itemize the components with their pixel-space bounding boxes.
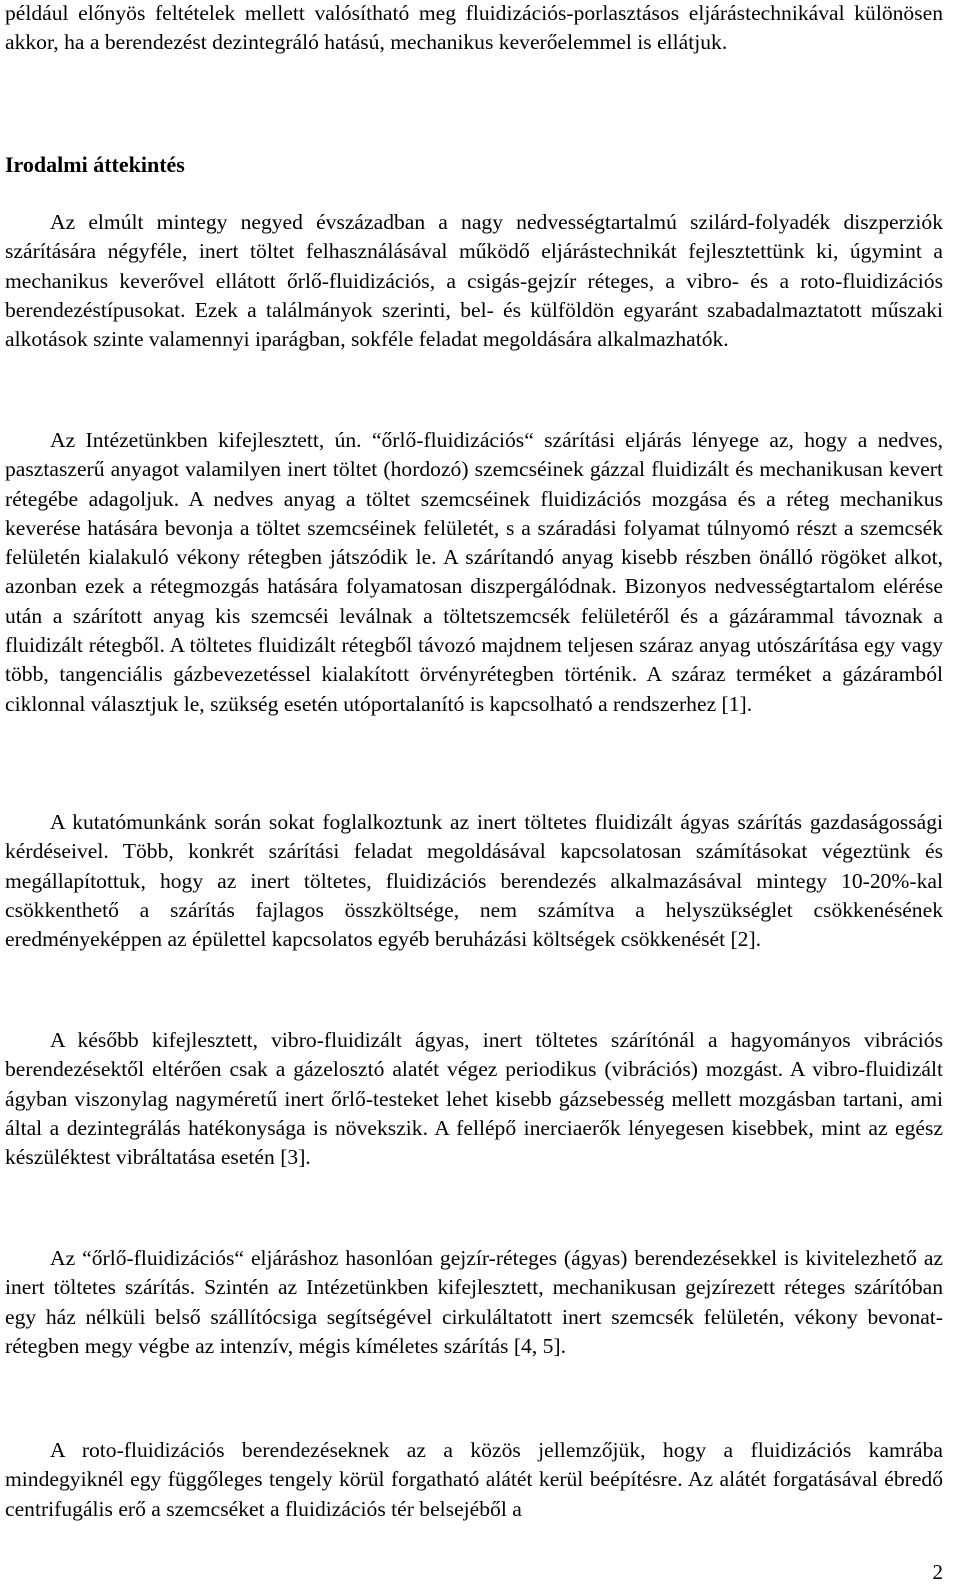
paragraph-3-block xyxy=(5,808,943,954)
paragraph-1: Az elmúlt mintegy negyed évszázadban a nagy nedvességtartalmú szilárd-folyadék diszperziók szárítására négyféle, inert töltet felhasználásával működő eljárástechnikát fejlesztettünk ki, úgymint a mechanikus keverővel ellátott őrlő-fluidizációs, a csigás-gejzír réteges, a vibro- és a roto-fluidizációs berendezéstípusokat. Ezek a találmányok szerinti, bel- és külföldön egyaránt szabadalmaztatott műszaki alkotások szinte valamennyi iparágban, sokféle feladat megoldására alkalmazhatók. xyxy=(5,210,943,352)
paragraph-1-block xyxy=(5,208,943,354)
page-number: 2 xyxy=(932,1560,943,1584)
paragraph-5: Az “őrlő-fluidizációs“ eljáráshoz hasonlóan gejzír-réteges (ágyas) berendezésekkel is kivitelezhető az inert töltetes szárítás. Szintén az Intézetünkben kifejlesztett, mechanikusan gejzírezett réteges szárítóban egy ház nélküli belső szállítócsiga segítségével cirkuláltatott inert szemcsék felületén, vékony bevonat-rétegben megy végbe az intenzív, mégis kíméletes szárítás [4, 5]. xyxy=(5,1246,943,1358)
paragraph-6-block xyxy=(5,1436,943,1524)
paragraph-3: A kutatómunkánk során sokat foglalkoztunk az inert töltetes fluidizált ágyas szárítás gazdaságossági kérdéseivel. Több, konkrét szárítási feladat megoldásával kapcsolatosan számításokat végeztünk és megállapítottuk, hogy az inert töltetes, fluidizációs berendezés alkalmazásával mintegy 10-20%-kal csökkenthető a szárítás fajlagos összköltsége, nem számítva a helyszükséglet csökkenésének eredményeképpen az épülettel kapcsolatos egyéb beruházási költségek csökkenését [2]. xyxy=(5,810,943,952)
intro-paragraph: például előnyös feltételek mellett valósítható meg fluidizációs-porlasztásos eljárástechnikával különösen akkor, ha a berendezést dezintegráló hatású, mechanikus keverőelemmel is ellátjuk. xyxy=(5,1,943,55)
paragraph-2-block xyxy=(5,426,943,719)
section-heading: Irodalmi áttekintés xyxy=(5,152,185,177)
paragraph-4-block xyxy=(5,1026,943,1172)
paragraph-2: Az Intézetünkben kifejlesztett, ún. “őrlő-fluidizációs“ szárítási eljárás lényege az, hogy a nedves, pasztaszerű anyagot valamilyen inert töltet (hordozó) szemcséinek gázzal fluidizált és mechanikusan kevert rétegébe adagoljuk. A nedves anyag a töltet szemcséinek fluidizációs mozgása és a réteg mechanikus keverése hatására bevonja a töltet szemcséinek felületét, s a száradási folyamat túlnyomó részt a szemcsék felületén kialakuló vékony rétegben játszódik le. A szárítandó anyag kisebb részben önálló rögöket alkot, azonban ezek a rétegmozgás hatására folyamatosan diszpergálódnak. Bizonyos nedvességtartalom elérése után a szárított anyag kis szemcséi leválnak a töltetszemcsék felületéről és a gázárammal távoznak a fluidizált rétegből. A töltetes fluidizált rétegből távozó majdnem teljesen száraz anyag utószárítása egy vagy több, tangenciális gázbevezetéssel kialakított örvényrétegben történik. A száraz terméket a gázáramból ciklonnal választjuk le, szükség esetén utóportalanító is kapcsolható a rendszerhez [1]. xyxy=(5,428,943,716)
paragraph-4: A később kifejlesztett, vibro-fluidizált ágyas, inert töltetes szárítónál a hagyományos vibrációs berendezésektől eltérően csak a gázelosztó alatét végez periodikus (vibrációs) mozgást. A vibro-fluidizált ágyban viszonylag nagyméretű inert őrlő-testeket lehet kisebb gázsebesség mellett mozgásban tartani, ami által a dezintegrálás hatékonysága is növekszik. A fellépő inerciaerők lényegesen kisebbek, mint az egész készüléktest vibráltatása esetén [3]. xyxy=(5,1028,943,1170)
intro-paragraph-block xyxy=(5,0,943,58)
paragraph-6: A roto-fluidizációs berendezéseknek az a közös jellemzőjük, hogy a fluidizációs kamrába mindegyiknél egy függőleges tengely körül forgatható alátét kerül beépítésre. Az alátét forgatásával ébredő centrifugális erő a szemcséket a fluidizációs tér belsejéből a xyxy=(5,1438,943,1521)
paragraph-5-block xyxy=(5,1244,943,1361)
